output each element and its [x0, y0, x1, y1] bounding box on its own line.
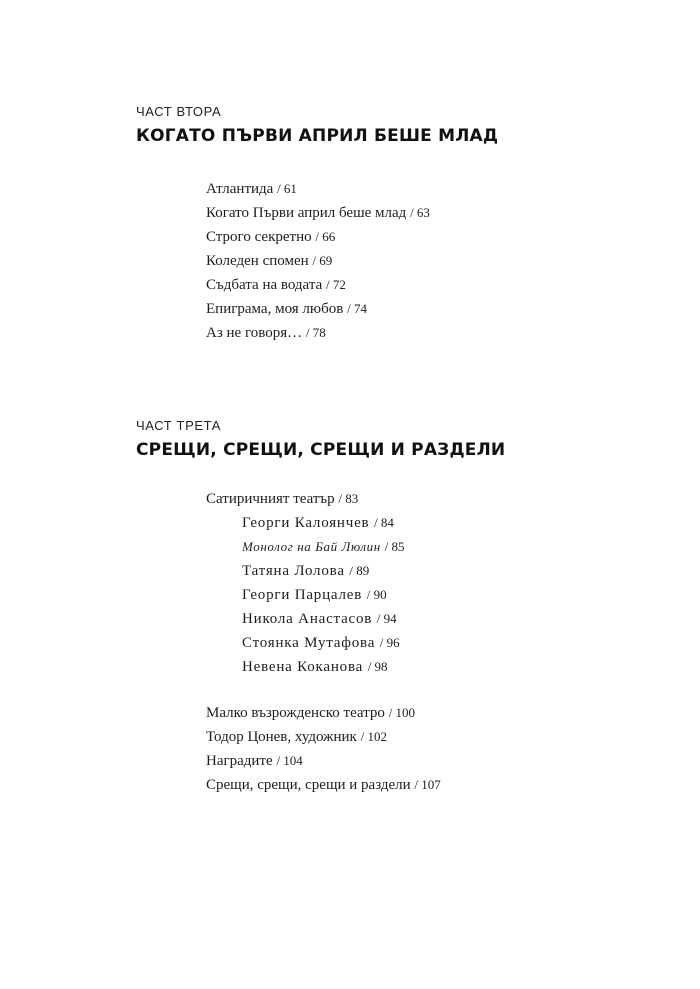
toc-entry-title: Аз не говоря… [206, 325, 303, 341]
toc-subentry [206, 583, 441, 607]
toc-entry-title: Епиграма, моя любов [206, 301, 344, 317]
toc-entry-title: Съдбата на водата [206, 277, 323, 293]
part-label: ЧАСТ ВТОРА [136, 104, 222, 119]
toc-subentry [206, 535, 441, 559]
toc-entry-page: / 102 [360, 729, 387, 744]
toc-entry [206, 773, 441, 797]
toc-entry-title: Срещи, срещи, срещи и раздели [206, 777, 411, 793]
toc-entry-title: Георги Калоянчев [242, 515, 370, 531]
toc-entry-title: Никола Анастасов [242, 611, 373, 627]
toc-subentry [206, 631, 441, 655]
toc-entry [206, 321, 430, 345]
toc-entry-page: / 104 [276, 753, 303, 768]
toc-entry [206, 273, 430, 297]
toc-entry [206, 487, 441, 511]
toc-subentry [206, 511, 441, 535]
toc-entry-page: / 96 [379, 635, 400, 650]
toc-entry-page: / 78 [305, 325, 326, 340]
toc-entry-page: / 94 [376, 611, 397, 626]
toc-entry-title: Когато Първи април беше млад [206, 205, 407, 221]
toc-entry-page: / 63 [410, 205, 430, 220]
toc-entry-page: / 69 [312, 253, 333, 268]
toc-entry [206, 177, 430, 201]
toc-entry-page: / 74 [347, 301, 367, 316]
toc-entry [206, 249, 430, 273]
part-two-header [136, 104, 498, 147]
toc-entry-title: Сатиричният театър [206, 491, 335, 507]
toc-entry-page: / 90 [366, 587, 387, 602]
toc-entry-title: Георги Парцалев [242, 587, 363, 603]
toc-entry-page: / 83 [338, 491, 359, 506]
part-three-toc [206, 487, 441, 797]
toc-entry-title: Татяна Лолова [242, 563, 345, 579]
toc-entry-title: Коледен спомен [206, 253, 309, 269]
toc-entry-title: Монолог на Бай Люлин [242, 539, 381, 554]
toc-entry [206, 201, 430, 225]
toc-entry-page: / 84 [374, 515, 394, 530]
toc-entry [206, 749, 441, 773]
toc-entry [206, 701, 441, 725]
toc-entry-page: / 107 [414, 777, 441, 792]
toc-entry-page: / 98 [367, 659, 388, 674]
toc-entry-title: Малко възрожденско театро [206, 705, 385, 721]
toc-subentry [206, 559, 441, 583]
toc-entry-title: Стоянка Мутафова [242, 635, 376, 651]
toc-entry-title: Строго секретно [206, 229, 312, 245]
toc-entry-page: / 89 [349, 563, 370, 578]
toc-entry-title: Атлантида [206, 181, 274, 197]
part-title: КОГАТО ПЪРВИ АПРИЛ БЕШЕ МЛАД [136, 126, 499, 146]
toc-entry-page: / 100 [388, 705, 416, 720]
toc-subentry [206, 607, 441, 631]
toc-entry-page: / 72 [325, 277, 346, 292]
part-title: СРЕЩИ, СРЕЩИ, СРЕЩИ И РАЗДЕЛИ [136, 440, 506, 460]
toc-entry [206, 225, 430, 249]
toc-entry-title: Тодор Цонев, художник [206, 729, 357, 745]
toc-entry-page: / 85 [384, 539, 405, 554]
toc-entry [206, 297, 430, 321]
toc-entry [206, 725, 441, 749]
toc-entry-page: / 61 [277, 181, 297, 196]
toc-entry-title: Невена Коканова [242, 659, 364, 675]
toc-entry-title: Наградите [206, 753, 273, 769]
toc-entry-page: / 66 [315, 229, 336, 244]
part-label: ЧАСТ ТРЕТА [136, 418, 222, 433]
part-two-toc [206, 177, 430, 345]
part-three-header [136, 418, 505, 461]
toc-subentry [206, 655, 441, 679]
